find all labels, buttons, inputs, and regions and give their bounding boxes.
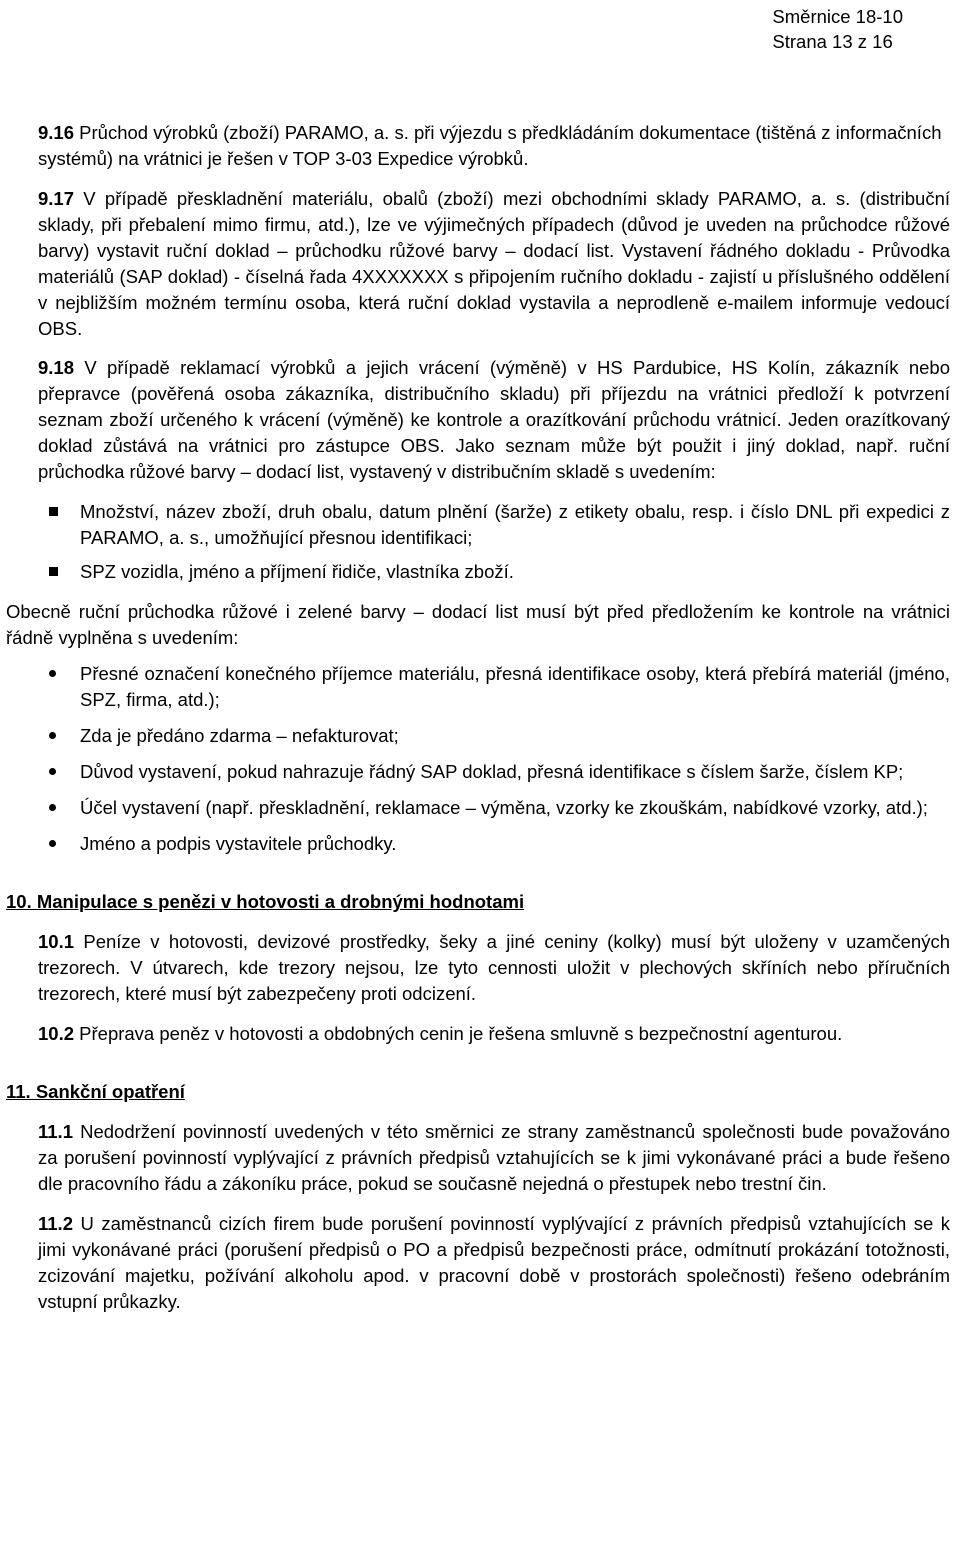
paragraph-9-18 bbox=[6, 355, 950, 485]
paragraph-11-1 bbox=[6, 1119, 950, 1197]
section-number: 11.2 bbox=[38, 1213, 73, 1234]
paragraph-10-1 bbox=[6, 929, 950, 1007]
list-item: Přesné označení konečného příjemce materiálu, přesná identifikace osoby, která přebírá materiál (jméno, SPZ, firma, atd.); bbox=[6, 661, 950, 713]
square-bullet-list bbox=[6, 499, 950, 585]
list-item: Jméno a podpis vystavitele průchodky. bbox=[6, 831, 950, 857]
paragraph-text: Průchod výrobků (zboží) PARAMO, a. s. při výjezdu s předkládáním dokumentace (tištěná z informačních systémů) na vrátnici je řešen v TOP 3-03 Expedice výrobků. bbox=[38, 122, 942, 169]
paragraph-11-2 bbox=[6, 1211, 950, 1315]
paragraph-text: V případě reklamací výrobků a jejich vrácení (výměně) v HS Pardubice, HS Kolín, zákazník nebo přepravce (pověřená osoba zákazníka, distribučního skladu) při příjezdu na vrátnici předloží k potvrzení seznam zboží určeného k vrácení (výměně) ke kontrole a orazítkování průchodu vrátnicí. Jeden orazítkovaný doklad zůstává na vrátnici pro zástupce OBS. Jako seznam může být použit i jiný doklad, např. ruční průchodka růžové barvy – dodací list, vystavený v distribučním skladě s uvedením: bbox=[38, 357, 950, 482]
document-id: Směrnice 18-10 bbox=[772, 6, 903, 27]
section-number: 9.16 bbox=[38, 122, 75, 143]
paragraph-9-17 bbox=[6, 186, 950, 342]
list-item: SPZ vozidla, jméno a příjmení řidiče, vlastníka zboží. bbox=[6, 559, 950, 585]
paragraph-text: Přeprava peněz v hotovosti a obdobných cenin je řešena smluvně s bezpečnostní agenturou. bbox=[74, 1023, 843, 1044]
section-number: 9.18 bbox=[38, 357, 75, 378]
page-header bbox=[772, 4, 903, 54]
section-number: 10.2 bbox=[38, 1023, 75, 1044]
page-number: Strana 13 z 16 bbox=[772, 31, 893, 52]
list-item: Množství, název zboží, druh obalu, datum plnění (šarže) z etikety obalu, resp. i číslo DNL při expedici z PARAMO, a. s., umožňující přesnou identifikaci; bbox=[6, 499, 950, 551]
section-number: 9.17 bbox=[38, 188, 75, 209]
section-heading-10: 10. Manipulace s penězi v hotovosti a drobnými hodnotami bbox=[6, 891, 525, 912]
dot-bullet-list bbox=[6, 661, 950, 857]
section-heading-11: 11. Sankční opatření bbox=[6, 1081, 185, 1102]
paragraph-9-16 bbox=[6, 120, 950, 172]
document-body bbox=[6, 120, 950, 1315]
paragraph-text: Nedodržení povinností uvedených v této směrnici ze strany zaměstnanců společnosti bude považováno za porušení povinností vyplývající z právních předpisů vztahujících se k jimi vykonávané práci a bude řešeno dle pracovního řádu a zákoníku práce, pokud se současně nejedná o přestupek nebo trestní čin. bbox=[38, 1121, 950, 1194]
paragraph-text: V případě přeskladnění materiálu, obalů (zboží) mezi obchodními sklady PARAMO, a. s. (distribuční sklady, při přebalení mimo firmu, atd.), lze ve výjimečných případech (důvod je uveden na průchodce růžové barvy) vystavit ruční doklad – průchodku růžové barvy – dodací list. Vystavení řádného dokladu - Průvodka materiálů (SAP doklad) - číselná řada 4XXXXXXX s připojením ručního dokladu - zajistí u příslušného oddělení v nejbližším možném termínu osoba, která ruční doklad vystavila a neprodleně e-mailem informuje vedoucí OBS. bbox=[38, 188, 950, 339]
paragraph-10-2 bbox=[6, 1021, 950, 1047]
section-number: 10.1 bbox=[38, 931, 75, 952]
list-item: Účel vystavení (např. přeskladnění, reklamace – výměna, vzorky ke zkouškám, nabídkové vzorky, atd.); bbox=[6, 795, 950, 821]
list-item: Důvod vystavení, pokud nahrazuje řádný SAP doklad, přesná identifikace s číslem šarže, číslem KP; bbox=[6, 759, 950, 785]
paragraph-text: U zaměstnanců cizích firem bude porušení povinností vyplývající z právních předpisů vztahujících se k jimi vykonávané práci (porušení předpisů o PO a předpisů bezpečnosti práce, odmítnutí prokázání totožnosti, zcizování majetku, požívání alkoholu apod. v pracovní době v prostorách společnosti) řešeno odebráním vstupní průkazky. bbox=[38, 1213, 950, 1312]
section-number: 11.1 bbox=[38, 1121, 73, 1142]
paragraph-text: Peníze v hotovosti, devizové prostředky, šeky a jiné ceniny (kolky) musí být uloženy v uzamčených trezorech. V útvarech, kde trezory nejsou, lze tyto cennosti uložit v plechových skříních nebo příručních trezorech, které musí být zabezpečeny proti odcizení. bbox=[38, 931, 950, 1004]
list-item: Zda je předáno zdarma – nefakturovat; bbox=[6, 723, 950, 749]
paragraph-general: Obecně ruční průchodka růžové i zelené barvy – dodací list musí být před předložením ke kontrole na vrátnici řádně vyplněna s uvedením: bbox=[6, 601, 950, 648]
